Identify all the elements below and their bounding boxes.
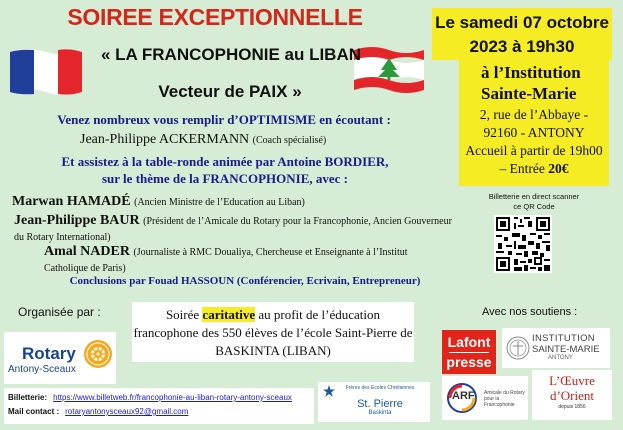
roundtable-text — [0, 153, 450, 187]
rotary-club-name: Antony-Sceaux — [8, 364, 76, 375]
mail-row — [8, 405, 310, 419]
address-line-1: 2, rue de l’Abbaye - — [479, 107, 589, 122]
panelist-first-name: Marwan — [12, 194, 64, 209]
date-line-1: Le samedi 07 octobre — [435, 13, 609, 32]
ecoles-school: St. Pierre — [357, 398, 403, 410]
ticketing-label: Billetterie en direct scanner ce QR Code — [488, 192, 580, 211]
sponsors-label: Avec nos soutiens : — [482, 306, 578, 318]
speaker-name: Jean-Philippe ACKERMANN — [80, 132, 250, 147]
ticket-link-row — [8, 391, 310, 405]
arf-wordmark: ARF — [452, 390, 475, 402]
panelist-first-name: Amal — [44, 244, 77, 259]
address-line-2: 92160 - ANTONY — [483, 125, 585, 140]
charity-text-after: au profit de l’éducation francophone des 550 élèves de l’école Saint-Pierre de BASKINTA (LIBAN) — [133, 307, 413, 358]
entry-amount: 20€ — [548, 161, 569, 176]
institution-emblem-icon — [506, 336, 530, 360]
welcome-time: Accueil à partir de 19h00 — [465, 143, 603, 158]
mail-link[interactable]: rotaryantonysceaux92@gmail.com — [65, 407, 189, 416]
speaker — [80, 132, 326, 148]
venue-box — [459, 58, 609, 186]
speaker-role: (Coach spécialisé) — [252, 135, 327, 146]
invite-text: Venez nombreux vous remplir d’OPTIMISME en écoutant : — [57, 112, 391, 127]
panelist — [14, 213, 454, 245]
ecoles-town: Baskinta — [368, 410, 392, 416]
links-box — [4, 388, 314, 424]
presse-word: presse — [446, 354, 492, 370]
panelist-role: (Journaliste à RMC Doualiya, Chercheuse et Enseignante à l’Institut Catholique de Paris) — [44, 247, 408, 274]
panelist-last-name: BAUR — [99, 213, 140, 228]
date-line-2: 2023 à 19h30 — [469, 37, 575, 56]
entry-price — [463, 160, 605, 178]
subtitle-line-2: Vecteur de PAIX » — [158, 82, 302, 101]
charity-box — [132, 302, 414, 362]
panelist — [12, 194, 305, 210]
rotary-wheel-icon — [82, 338, 114, 370]
page-title: SOIREE EXCEPTIONNELLE — [67, 4, 363, 30]
mail-label: Mail contact : — [8, 407, 60, 416]
conclusion-text: Conclusions par Fouad HASSOUN (Conférencier, Ecrivain, Entrepreneur) — [69, 275, 421, 287]
oeuvre-word: L’Œuvre — [549, 373, 595, 388]
institution-word: INSTITUTION — [532, 333, 595, 344]
entry-label: – Entrée — [499, 161, 545, 176]
lafont-presse-logo — [442, 330, 496, 374]
roundtable-line-1: Et assistez à la table-ronde animée par Antoine BORDIER, — [61, 154, 389, 169]
ticket-link[interactable]: https://www.billetweb.fr/francophonie-au-liban-rotary-antony-sceaux — [53, 393, 292, 402]
qr-code-icon[interactable] — [494, 215, 552, 273]
charity-highlight: caritative — [202, 307, 256, 322]
organiser-label: Organisée par : — [18, 305, 101, 319]
date-box — [432, 8, 612, 60]
france-flag-icon — [6, 46, 86, 98]
oeuvre-orient-logo — [532, 370, 612, 420]
institution-city: ANTONY — [548, 355, 573, 361]
panelist-role: (Ancien Ministre de l’Education au Liban) — [134, 197, 305, 208]
venue-title: Sainte-Marie — [481, 84, 577, 103]
venue-name — [463, 62, 605, 104]
roundtable-line-2: sur le thème de la FRANCOPHONIE, avec : — [101, 171, 348, 186]
panelist-first-name: Jean-Philippe — [14, 213, 97, 228]
panelist-last-name: HAMADÉ — [66, 194, 131, 209]
venue-address — [463, 106, 605, 178]
charity-text-before: Soirée — [165, 307, 203, 322]
panelist — [44, 244, 444, 276]
oeuvre-since: depuis 1856 — [558, 404, 586, 410]
venue-prefix: à l’Institution — [481, 63, 581, 82]
lafont-word: Lafont — [447, 334, 491, 350]
arf-fullname: Amicale du Rotary pour la Francophonie — [484, 390, 525, 408]
subtitle-line-1: « LA FRANCOPHONIE au LIBAN — [100, 45, 362, 64]
ticket-link-label: Billetterie: — [8, 393, 48, 402]
institution-name: SAINTE-MARIE — [532, 344, 600, 355]
orient-word: d’Orient — [549, 388, 595, 403]
ecoles-name: Frères des Ecoles Chrétiennes — [345, 385, 415, 391]
panelist-role: (Président de l’Amicale du Rotary pour la Francophonie, Ancien Gouverneur du Rotary International) — [14, 216, 452, 243]
panelist-last-name: NADER — [80, 244, 130, 259]
rotary-wordmark: Rotary — [22, 344, 76, 363]
